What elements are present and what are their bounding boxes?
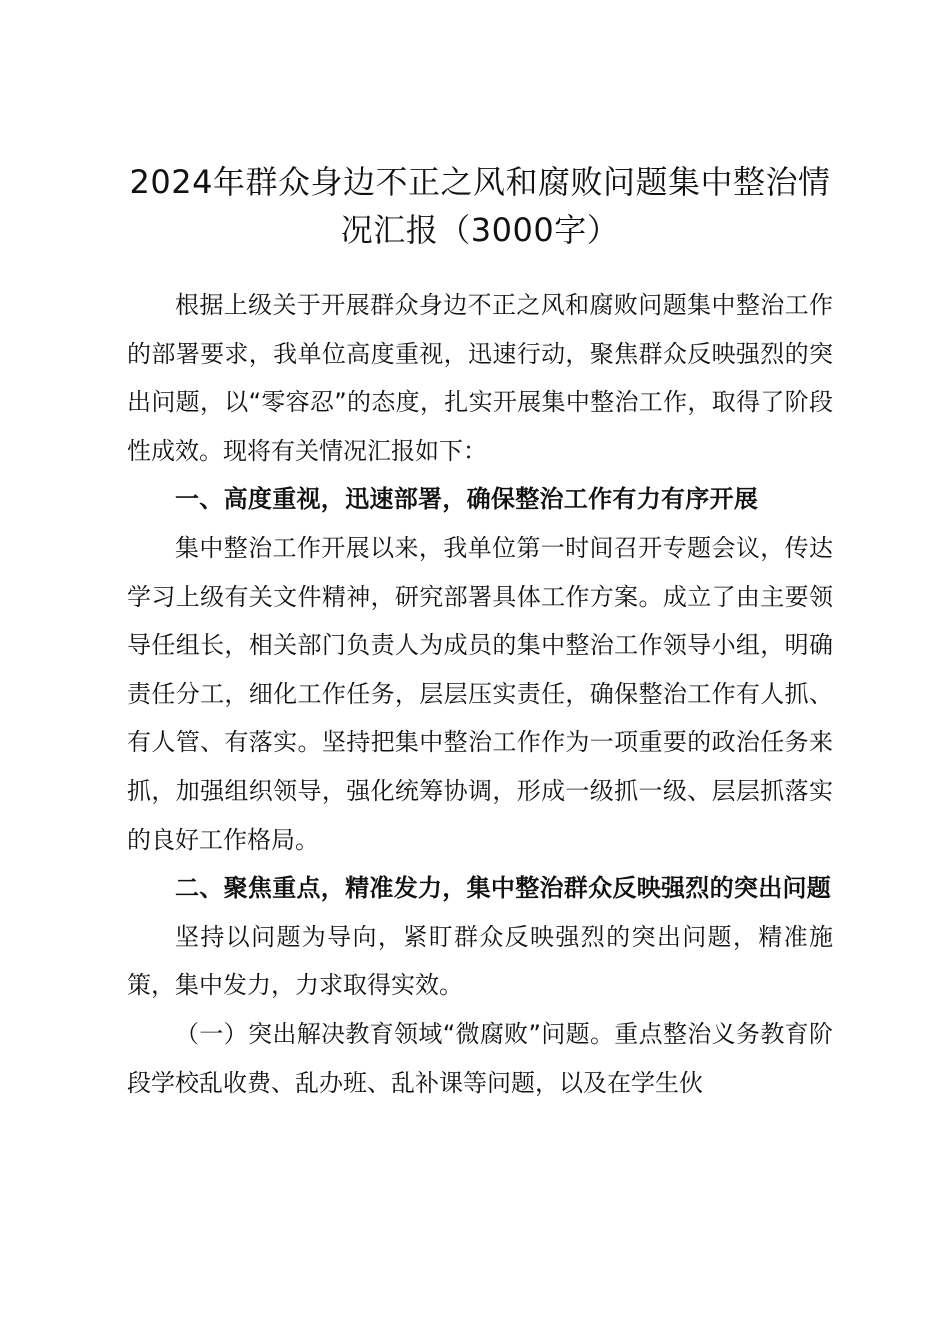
section-1-paragraph: 集中整治工作开展以来，我单位第一时间召开专题会议，传达学习上级有关文件精神，研究部署具体工作方案。成立了由主要领导任组长，相关部门负责人为成员的集中整治工作领导小组，明确责任分工，细化工作任务，层层压实责任，确保整治工作有人抓、有人管、有落实。坚持把集中整治工作作为一项重要的政治任务来抓，加强组织领导，强化统筹协调，形成一级抓一级、层层抓落实的良好工作格局。 [127, 533, 833, 854]
document-body [127, 281, 833, 1107]
document-title: 2024年群众身边不正之风和腐败问题集中整治情况汇报（3000字） [129, 163, 831, 249]
subsection-1-paragraph: （一）突出解决教育领域“微腐败”问题。重点整治义务教育阶段学校乱收费、乱办班、乱补课等问题，以及在学生伙 [127, 1019, 833, 1097]
section-heading-2: 二、聚焦重点，精准发力，集中整治群众反映强烈的突出问题 [175, 874, 832, 903]
intro-paragraph: 根据上级关于开展群众身边不正之风和腐败问题集中整治工作的部署要求，我单位高度重视，迅速行动，聚焦群众反映强烈的突出问题，以“零容忍”的态度，扎实开展集中整治工作，取得了阶段性成效。现将有关情况汇报如下： [127, 291, 833, 465]
section-2-paragraph: 坚持以问题为导向，紧盯群众反映强烈的突出问题，精准施策，集中发力，力求取得实效。 [127, 922, 833, 1000]
section-heading-1: 一、高度重视，迅速部署，确保整治工作有力有序开展 [175, 485, 759, 514]
